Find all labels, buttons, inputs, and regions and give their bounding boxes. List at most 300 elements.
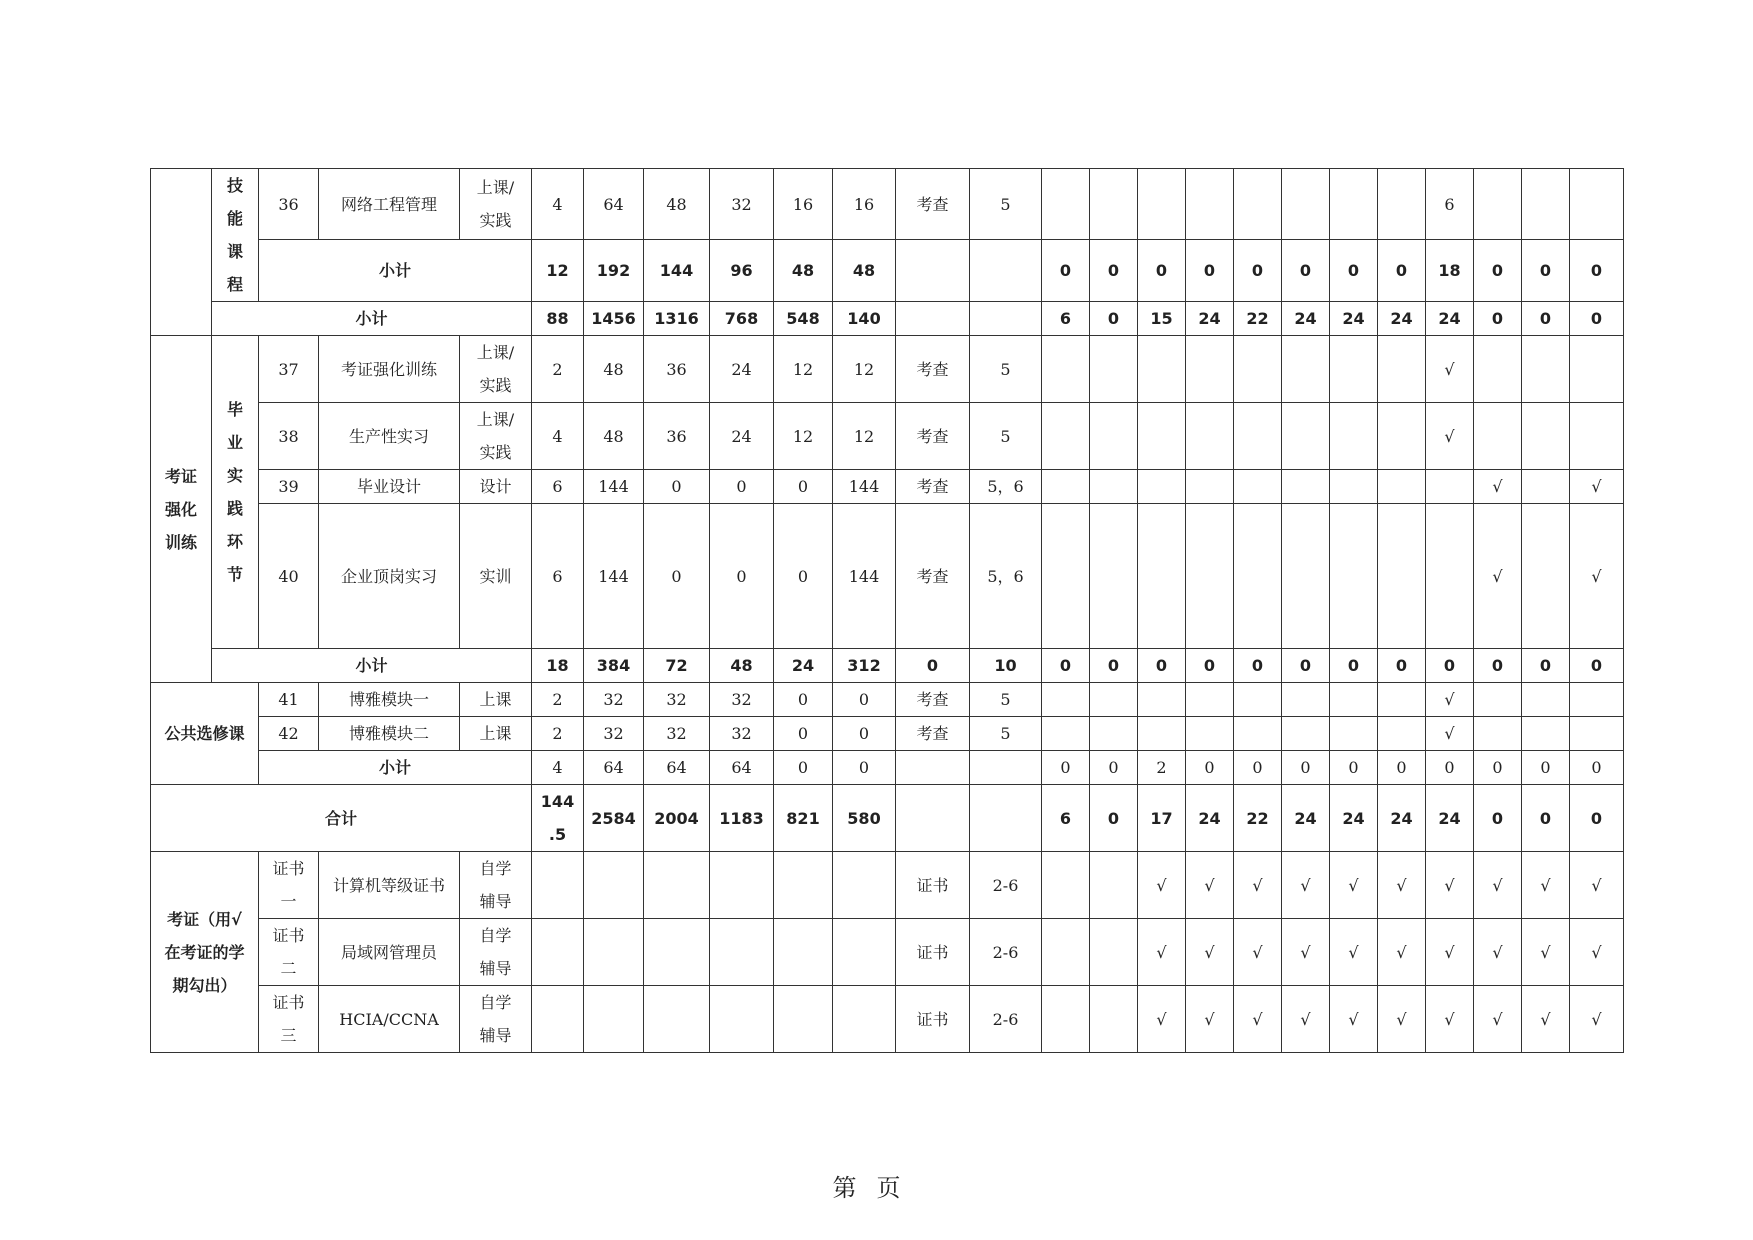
- semester-cell: √: [1570, 919, 1624, 986]
- semester-cell: [1330, 683, 1378, 717]
- cell-hours: 64: [584, 751, 644, 785]
- cell-exam: 证书: [896, 852, 970, 919]
- semester-cell: [1522, 169, 1570, 240]
- empty-cell: [584, 852, 644, 919]
- empty-cell: [710, 986, 774, 1053]
- semester-cell: [1090, 504, 1138, 649]
- semester-cell: 0: [1282, 751, 1330, 785]
- cell-theory: 32: [644, 683, 710, 717]
- cell-practice: 12: [833, 403, 896, 470]
- cell-term: 5: [970, 336, 1042, 403]
- semester-cell: √: [1570, 986, 1624, 1053]
- course-type: 上课/ 实践: [460, 403, 532, 470]
- semester-cell: 0: [1570, 751, 1624, 785]
- semester-cell: [1330, 470, 1378, 504]
- semester-cell: [1522, 717, 1570, 751]
- course-number: 37: [259, 336, 319, 403]
- semester-cell: [1042, 919, 1090, 986]
- semester-cell: √: [1282, 919, 1330, 986]
- cell-term: 2-6: [970, 852, 1042, 919]
- semester-cell: √: [1426, 683, 1474, 717]
- semester-cell: [1282, 403, 1330, 470]
- semester-cell: [1474, 336, 1522, 403]
- cell-a: 48: [710, 649, 774, 683]
- cell-exam: 考查: [896, 504, 970, 649]
- table-row: [151, 751, 1624, 785]
- semester-cell: 0: [1186, 649, 1234, 683]
- semester-cell: [1570, 336, 1624, 403]
- semester-cell: √: [1138, 852, 1186, 919]
- cell-b: 24: [774, 649, 833, 683]
- semester-cell: [1522, 683, 1570, 717]
- semester-cell: 0: [1042, 751, 1090, 785]
- semester-cell: √: [1474, 504, 1522, 649]
- cell-a: 96: [710, 240, 774, 302]
- cell-term: 5: [970, 169, 1042, 240]
- semester-cell: 24: [1330, 302, 1378, 336]
- semester-cell: [1234, 717, 1282, 751]
- cell-practice: 0: [833, 751, 896, 785]
- cell-term: [970, 751, 1042, 785]
- semester-cell: √: [1234, 852, 1282, 919]
- semester-cell: [1138, 336, 1186, 403]
- semester-cell: [1090, 919, 1138, 986]
- cell-b: 0: [774, 683, 833, 717]
- semester-cell: 0: [1378, 751, 1426, 785]
- certificate-type: 自学 辅导: [460, 919, 532, 986]
- cell-credit: 6: [532, 504, 584, 649]
- semester-cell: [1042, 336, 1090, 403]
- semester-cell: [1282, 717, 1330, 751]
- semester-cell: √: [1474, 852, 1522, 919]
- cell-a: 24: [710, 336, 774, 403]
- semester-cell: [1138, 169, 1186, 240]
- semester-cell: [1330, 403, 1378, 470]
- semester-cell: √: [1186, 986, 1234, 1053]
- cell-practice: 0: [833, 683, 896, 717]
- cell-theory: 144: [644, 240, 710, 302]
- semester-cell: 0: [1522, 240, 1570, 302]
- semester-cell: 0: [1570, 649, 1624, 683]
- cell-term: [970, 240, 1042, 302]
- cell-theory: 1316: [644, 302, 710, 336]
- semester-cell: 0: [1186, 240, 1234, 302]
- cell-term: 5，6: [970, 504, 1042, 649]
- cell-practice: 580: [833, 785, 896, 852]
- semester-cell: 0: [1522, 785, 1570, 852]
- cell-b: 548: [774, 302, 833, 336]
- cell-hours: 384: [584, 649, 644, 683]
- semester-cell: √: [1234, 986, 1282, 1053]
- cell-exam: 考查: [896, 336, 970, 403]
- empty-cell: [710, 919, 774, 986]
- semester-cell: 0: [1570, 240, 1624, 302]
- course-name: 企业顶岗实习: [319, 504, 460, 649]
- cell-b: 0: [774, 504, 833, 649]
- cell-hours: 2584: [584, 785, 644, 852]
- semester-cell: √: [1138, 919, 1186, 986]
- semester-cell: √: [1474, 470, 1522, 504]
- curriculum-table: [150, 168, 1624, 1053]
- cell-credit: 2: [532, 683, 584, 717]
- total-label: 合计: [151, 785, 532, 852]
- empty-cell: [774, 986, 833, 1053]
- semester-cell: [1378, 470, 1426, 504]
- cell-practice: 144: [833, 470, 896, 504]
- semester-cell: [1378, 683, 1426, 717]
- group-label: 技 能 课 程: [212, 169, 259, 302]
- cell-exam: [896, 302, 970, 336]
- semester-cell: 0: [1378, 240, 1426, 302]
- course-type: 上课/ 实践: [460, 336, 532, 403]
- semester-cell: 24: [1378, 785, 1426, 852]
- semester-cell: 0: [1042, 649, 1090, 683]
- semester-cell: √: [1522, 986, 1570, 1053]
- cell-term: 10: [970, 649, 1042, 683]
- semester-cell: 0: [1234, 240, 1282, 302]
- empty-cell: [584, 986, 644, 1053]
- table-row: [151, 683, 1624, 717]
- page-footer: 第页: [832, 1174, 921, 1202]
- semester-cell: [1090, 470, 1138, 504]
- semester-cell: 0: [1426, 649, 1474, 683]
- table-row: [151, 785, 1624, 852]
- cell-exam: [896, 785, 970, 852]
- cell-a: 32: [710, 683, 774, 717]
- table-row: [151, 403, 1624, 470]
- table-row: [151, 336, 1624, 403]
- cell-theory: 0: [644, 504, 710, 649]
- semester-cell: √: [1570, 470, 1624, 504]
- semester-cell: 0: [1522, 302, 1570, 336]
- table-row: [151, 470, 1624, 504]
- cell-a: 0: [710, 470, 774, 504]
- cell-credit: 2: [532, 717, 584, 751]
- semester-cell: 0: [1330, 240, 1378, 302]
- category-label: 考证（用√ 在考证的学 期勾出）: [151, 852, 259, 1053]
- table-row: [151, 986, 1624, 1053]
- cell-theory: 36: [644, 403, 710, 470]
- semester-cell: [1426, 504, 1474, 649]
- semester-cell: √: [1426, 852, 1474, 919]
- certificate-type: 自学 辅导: [460, 852, 532, 919]
- semester-cell: 6: [1426, 169, 1474, 240]
- semester-cell: 6: [1042, 785, 1090, 852]
- semester-cell: [1234, 683, 1282, 717]
- empty-cell: [774, 919, 833, 986]
- semester-cell: 0: [1522, 649, 1570, 683]
- semester-cell: [1522, 336, 1570, 403]
- semester-cell: [1042, 169, 1090, 240]
- cell-exam: 考查: [896, 683, 970, 717]
- course-name: 博雅模块二: [319, 717, 460, 751]
- semester-cell: [1522, 504, 1570, 649]
- semester-cell: [1570, 403, 1624, 470]
- empty-cell: [644, 852, 710, 919]
- cell-hours: 1456: [584, 302, 644, 336]
- semester-cell: [1186, 169, 1234, 240]
- semester-cell: [1138, 683, 1186, 717]
- semester-cell: [1042, 470, 1090, 504]
- course-number: 39: [259, 470, 319, 504]
- semester-cell: [1330, 336, 1378, 403]
- certificate-number: 证书 一: [259, 852, 319, 919]
- cell-hours: 48: [584, 336, 644, 403]
- cell-term: 5: [970, 683, 1042, 717]
- cell-a: 768: [710, 302, 774, 336]
- semester-cell: [1186, 717, 1234, 751]
- table-row: [151, 649, 1624, 683]
- semester-cell: 0: [1378, 649, 1426, 683]
- cell-b: 821: [774, 785, 833, 852]
- cell-credit: 12: [532, 240, 584, 302]
- course-number: 41: [259, 683, 319, 717]
- cell-practice: 144: [833, 504, 896, 649]
- cell-hours: 32: [584, 683, 644, 717]
- cell-term: 2-6: [970, 986, 1042, 1053]
- cell-term: 2-6: [970, 919, 1042, 986]
- semester-cell: √: [1426, 403, 1474, 470]
- semester-cell: √: [1330, 986, 1378, 1053]
- semester-cell: 24: [1282, 785, 1330, 852]
- semester-cell: 0: [1090, 785, 1138, 852]
- empty-cell: [584, 919, 644, 986]
- semester-cell: [1090, 852, 1138, 919]
- course-name: 毕业设计: [319, 470, 460, 504]
- cell-exam: [896, 751, 970, 785]
- semester-cell: 0: [1138, 649, 1186, 683]
- semester-cell: [1138, 403, 1186, 470]
- cell-theory: 32: [644, 717, 710, 751]
- semester-cell: 0: [1426, 751, 1474, 785]
- semester-cell: √: [1474, 919, 1522, 986]
- cell-hours: 192: [584, 240, 644, 302]
- semester-cell: √: [1522, 919, 1570, 986]
- cell-credit: 2: [532, 336, 584, 403]
- certificate-name: 局域网管理员: [319, 919, 460, 986]
- certificate-name: 计算机等级证书: [319, 852, 460, 919]
- semester-cell: √: [1570, 504, 1624, 649]
- course-number: 40: [259, 504, 319, 649]
- semester-cell: √: [1186, 919, 1234, 986]
- semester-cell: √: [1234, 919, 1282, 986]
- semester-cell: [1474, 169, 1522, 240]
- table-row: [151, 852, 1624, 919]
- cell-b: 0: [774, 751, 833, 785]
- semester-cell: 0: [1330, 649, 1378, 683]
- cell-hours: 48: [584, 403, 644, 470]
- semester-cell: 24: [1186, 785, 1234, 852]
- semester-cell: 17: [1138, 785, 1186, 852]
- category-cell: [151, 169, 212, 336]
- cell-practice: 16: [833, 169, 896, 240]
- subtotal-label: 小计: [259, 751, 532, 785]
- semester-cell: [1090, 717, 1138, 751]
- semester-cell: 0: [1570, 302, 1624, 336]
- semester-cell: [1234, 336, 1282, 403]
- semester-cell: [1570, 683, 1624, 717]
- semester-cell: [1090, 336, 1138, 403]
- semester-cell: √: [1378, 919, 1426, 986]
- semester-cell: √: [1426, 919, 1474, 986]
- semester-cell: [1234, 470, 1282, 504]
- cell-exam: [896, 240, 970, 302]
- cell-exam: 证书: [896, 919, 970, 986]
- semester-cell: √: [1474, 986, 1522, 1053]
- course-name: 考证强化训练: [319, 336, 460, 403]
- semester-cell: [1090, 683, 1138, 717]
- semester-cell: 18: [1426, 240, 1474, 302]
- semester-cell: [1186, 683, 1234, 717]
- semester-cell: [1378, 403, 1426, 470]
- cell-credit: 4: [532, 751, 584, 785]
- cell-a: 24: [710, 403, 774, 470]
- cell-theory: 64: [644, 751, 710, 785]
- semester-cell: 0: [1042, 240, 1090, 302]
- semester-cell: 0: [1474, 785, 1522, 852]
- semester-cell: [1282, 470, 1330, 504]
- cell-term: [970, 785, 1042, 852]
- semester-cell: [1138, 470, 1186, 504]
- cell-practice: 312: [833, 649, 896, 683]
- semester-cell: 0: [1522, 751, 1570, 785]
- cell-a: 0: [710, 504, 774, 649]
- semester-cell: √: [1378, 852, 1426, 919]
- empty-cell: [774, 852, 833, 919]
- table-row: [151, 504, 1624, 649]
- empty-cell: [532, 986, 584, 1053]
- semester-cell: 0: [1474, 240, 1522, 302]
- semester-cell: [1042, 717, 1090, 751]
- semester-cell: [1474, 403, 1522, 470]
- semester-cell: [1570, 717, 1624, 751]
- course-type: 设计: [460, 470, 532, 504]
- semester-cell: 24: [1282, 302, 1330, 336]
- cell-credit: 18: [532, 649, 584, 683]
- semester-cell: 15: [1138, 302, 1186, 336]
- semester-cell: [1330, 717, 1378, 751]
- semester-cell: √: [1138, 986, 1186, 1053]
- semester-cell: 24: [1186, 302, 1234, 336]
- semester-cell: √: [1330, 852, 1378, 919]
- semester-cell: [1186, 336, 1234, 403]
- course-name: 博雅模块一: [319, 683, 460, 717]
- semester-cell: 0: [1474, 302, 1522, 336]
- semester-cell: 0: [1090, 240, 1138, 302]
- semester-cell: 24: [1330, 785, 1378, 852]
- course-type: 上课: [460, 717, 532, 751]
- semester-cell: [1138, 717, 1186, 751]
- semester-cell: √: [1378, 986, 1426, 1053]
- semester-cell: [1378, 717, 1426, 751]
- course-number: 42: [259, 717, 319, 751]
- course-type: 实训: [460, 504, 532, 649]
- course-number: 38: [259, 403, 319, 470]
- semester-cell: 2: [1138, 751, 1186, 785]
- cell-term: 5: [970, 717, 1042, 751]
- semester-cell: [1042, 403, 1090, 470]
- certificate-name: HCIA/CCNA: [319, 986, 460, 1053]
- semester-cell: 24: [1426, 785, 1474, 852]
- semester-cell: 0: [1330, 751, 1378, 785]
- cell-term: 5，6: [970, 470, 1042, 504]
- cell-hours: 144: [584, 470, 644, 504]
- semester-cell: [1378, 504, 1426, 649]
- semester-cell: √: [1186, 852, 1234, 919]
- semester-cell: [1090, 403, 1138, 470]
- semester-cell: 0: [1090, 649, 1138, 683]
- semester-cell: √: [1426, 986, 1474, 1053]
- semester-cell: [1282, 336, 1330, 403]
- semester-cell: 0: [1282, 240, 1330, 302]
- cell-exam: 证书: [896, 986, 970, 1053]
- cell-b: 12: [774, 336, 833, 403]
- cell-credit: 4: [532, 403, 584, 470]
- semester-cell: [1426, 470, 1474, 504]
- table-row: [151, 717, 1624, 751]
- cell-a: 32: [710, 169, 774, 240]
- semester-cell: 0: [1138, 240, 1186, 302]
- cell-hours: 64: [584, 169, 644, 240]
- semester-cell: [1186, 470, 1234, 504]
- table-row: [151, 919, 1624, 986]
- cell-hours: 144: [584, 504, 644, 649]
- cell-theory: 0: [644, 470, 710, 504]
- cell-credit: 4: [532, 169, 584, 240]
- semester-cell: 0: [1186, 751, 1234, 785]
- cell-b: 12: [774, 403, 833, 470]
- semester-cell: [1042, 504, 1090, 649]
- semester-cell: [1474, 717, 1522, 751]
- semester-cell: [1042, 986, 1090, 1053]
- course-type: 上课/ 实践: [460, 169, 532, 240]
- empty-cell: [833, 919, 896, 986]
- semester-cell: [1234, 403, 1282, 470]
- cell-a: 64: [710, 751, 774, 785]
- cell-hours: 32: [584, 717, 644, 751]
- semester-cell: [1282, 683, 1330, 717]
- empty-cell: [644, 919, 710, 986]
- semester-cell: [1282, 504, 1330, 649]
- semester-cell: 0: [1474, 751, 1522, 785]
- table-row: [151, 302, 1624, 336]
- empty-cell: [532, 852, 584, 919]
- cell-exam: 考查: [896, 470, 970, 504]
- semester-cell: 0: [1282, 649, 1330, 683]
- cell-term: [970, 302, 1042, 336]
- cell-b: 0: [774, 717, 833, 751]
- semester-cell: [1186, 403, 1234, 470]
- empty-cell: [644, 986, 710, 1053]
- course-name: 网络工程管理: [319, 169, 460, 240]
- subtotal-label: 小计: [212, 649, 532, 683]
- cell-theory: 48: [644, 169, 710, 240]
- subtotal-label: 小计: [259, 240, 532, 302]
- semester-cell: [1234, 504, 1282, 649]
- cell-exam: 考查: [896, 717, 970, 751]
- group-label: 毕 业 实 践 环 节: [212, 336, 259, 649]
- semester-cell: [1042, 852, 1090, 919]
- semester-cell: √: [1282, 986, 1330, 1053]
- cell-practice: 140: [833, 302, 896, 336]
- course-name: 生产性实习: [319, 403, 460, 470]
- cell-a: 32: [710, 717, 774, 751]
- semester-cell: 22: [1234, 302, 1282, 336]
- semester-cell: 24: [1426, 302, 1474, 336]
- semester-cell: [1378, 169, 1426, 240]
- semester-cell: [1282, 169, 1330, 240]
- table-row: [151, 240, 1624, 302]
